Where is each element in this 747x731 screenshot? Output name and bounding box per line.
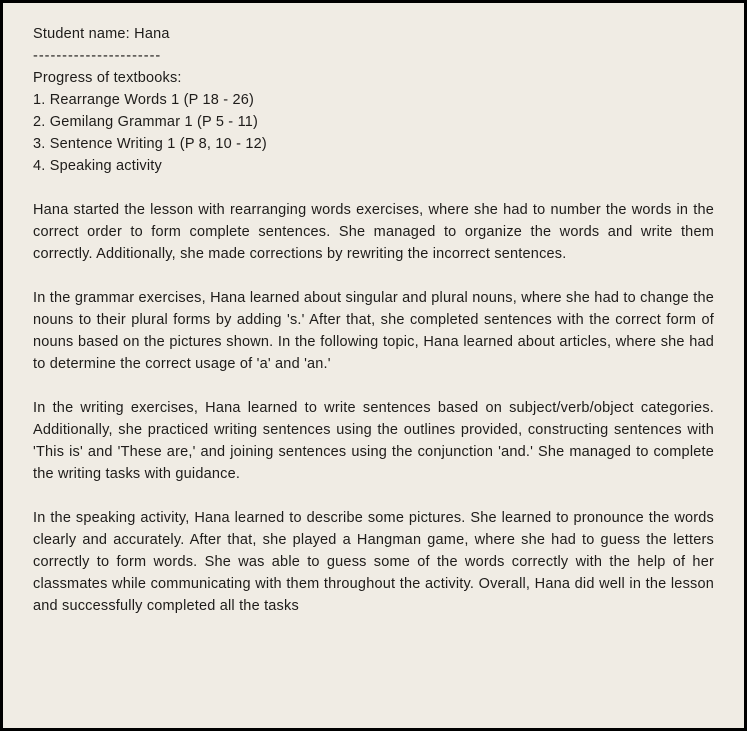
progress-heading: Progress of textbooks: — [33, 70, 182, 86]
report-paragraph-speaking: In the speaking activity, Hana learned to describe some pictures. She learned to pronounce the words clearly and accurately. After that, she played a Hangman game, where she had to guess the letters correctly to form words. She was able to guess some of the words correctly with the help of her classmates while communicating with them throughout the activity. Overall, Hana did well in the lesson and successfully completed all the tasks — [33, 510, 714, 614]
student-name-line: Student name: Hana — [33, 26, 170, 42]
textbook-item: 2. Gemilang Grammar 1 (P 5 - 11) — [33, 114, 259, 130]
report-paragraph-grammar: In the grammar exercises, Hana learned about singular and plural nouns, where she had to change the nouns to their plural forms by adding 's.' After that, she completed sentences with the correct form of nouns based on the pictures shown. In the following topic, Hana learned about articles, where she had to determine the correct usage of 'a' and 'an.' — [33, 290, 714, 372]
textbook-item: 4. Speaking activity — [33, 158, 162, 174]
report-paragraph-writing: In the writing exercises, Hana learned to write sentences based on subject/verb/object categories. Additionally, she practiced writing sentences using the outlines provided, constructing sentences with 'This is' and 'These are,' and joining sentences using the conjunction 'and.' She managed to complete the writing tasks with guidance. — [33, 400, 714, 482]
report-paragraph-rearranging: Hana started the lesson with rearranging words exercises, where she had to number the words in the correct order to form complete sentences. She managed to organize the words and write them correctly. Additionally, she made corrections by rewriting the incorrect sentences. — [33, 202, 714, 262]
textbook-item: 1. Rearrange Words 1 (P 18 - 26) — [33, 92, 255, 108]
textbook-item: 3. Sentence Writing 1 (P 8, 10 - 12) — [33, 136, 267, 152]
divider-line: ---------------------- — [33, 48, 162, 64]
textbook-list — [33, 89, 714, 177]
